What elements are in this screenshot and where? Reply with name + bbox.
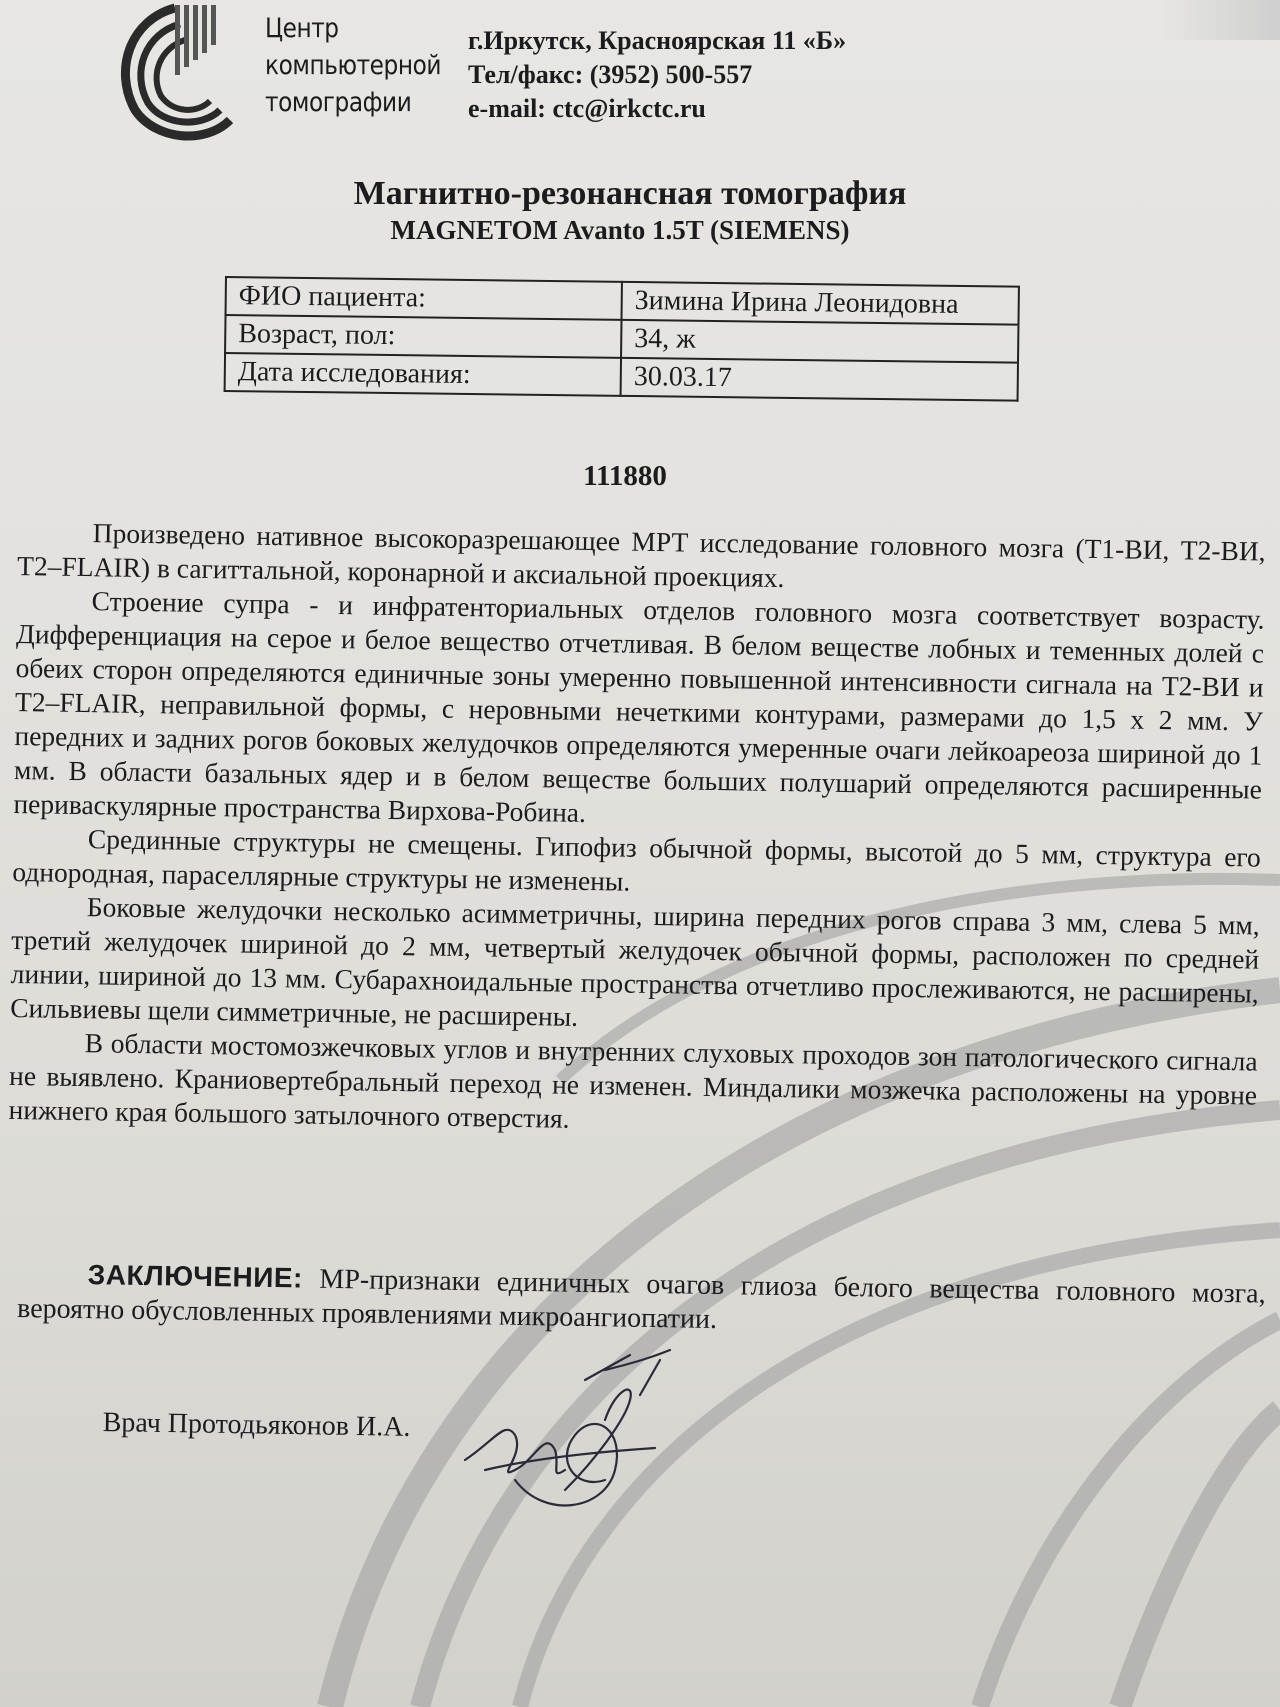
conclusion-paragraph (17, 1257, 1266, 1346)
conclusion-text: МР-признаки единичных очагов глиоза белого вещества головного мозга, вероятно обусловленных проявлениями микроангиопатии. (16, 1263, 1266, 1335)
phone: Тел/факс: (3952) 500-557 (468, 60, 753, 89)
body-paragraph: Боковые желудочки несколько асимметричны, ширина передних рогов справа 3 мм, слева 5 мм, третий желудочек шириной до 2 мм, четвертый желудочек обычной формы, расположен по средней линии, шириной до 13 мм. Субарахноидальные пространства отчетливо прослеживаются, не расширены, Сильвиевы щели симметричные, не расширены. (10, 891, 1260, 1032)
body-paragraph: Произведено нативное высокоразрешающее МРТ исследование головного мозга (Т1-ВИ, Т2-ВИ, Т2–FLAIR) в сагиттальной, коронарной и аксиальной проекциях. (16, 517, 1266, 594)
study-date-label: Дата исследования: (225, 353, 621, 396)
age-sex-value: 34, ж (621, 320, 1018, 363)
patient-name-label: ФИО пациента: (226, 277, 622, 320)
signature (455, 1340, 715, 1530)
study-date-value: 30.03.17 (621, 358, 1018, 401)
ctc-logo-icon (105, 0, 255, 150)
study-number: 111880 (583, 460, 667, 492)
report-body (8, 515, 1265, 1147)
logo-line: томографии (265, 87, 412, 118)
doctor-name: Врач Протодьяконов И.А. (102, 1407, 411, 1443)
body-paragraph: Строение супра - и инфратенториальных отделов головного мозга соответствует возрасту. Дифференциация на серое и белое вещество отчетливая. В белом веществе лобных и теменных долей с обеих сторон определяются единичные зоны умеренно повышенной интенсивности сигнала на Т2-ВИ и Т2–FLAIR, неправильной формы, с неровными нечеткими контурами, размерами до 1,5 х 2 мм. У передних и задних рогов боковых желудочков определяются умеренные очаги лейкоареоза шириной до 1 мм. В области базальных ядер и в белом веществе больших полушарий определяются расширенные периваскулярные пространства Вирхова-Робина. (13, 585, 1265, 828)
body-paragraph: В области мостомозжечковых углов и внутренних слуховых проходов зон патологического сигнала не выявлено. Краниовертебральный переход не изменен. Миндалики мозжечка расположены на уровне нижнего края большого затылочного отверстия. (8, 1027, 1258, 1134)
contact-info (468, 24, 1028, 126)
letterhead (105, 0, 1205, 150)
logo-line: Центр (265, 13, 339, 44)
body-paragraph: Срединные структуры не смещены. Гипофиз обычной формы, высотой до 5 мм, структура его однородная, параселлярные структуры не изменены. (12, 823, 1262, 897)
report-title (0, 175, 1280, 246)
conclusion (17, 1257, 1266, 1346)
age-sex-label: Возраст, пол: (225, 315, 621, 358)
title-main: Магнитно-резонансная томография (353, 175, 907, 212)
patient-info-table (224, 276, 1020, 402)
title-sub: MAGNETOM Avanto 1.5T (SIEMENS) (390, 215, 850, 245)
address: г.Иркутск, Красноярская 11 «Б» (468, 26, 847, 55)
logo-line: компьютерной (265, 50, 442, 81)
email: e-mail: ctc@irkctc.ru (468, 94, 706, 123)
patient-name-value: Зимина Ирина Леонидовна (621, 282, 1018, 325)
conclusion-label: ЗАКЛЮЧЕНИЕ: (87, 1259, 304, 1294)
